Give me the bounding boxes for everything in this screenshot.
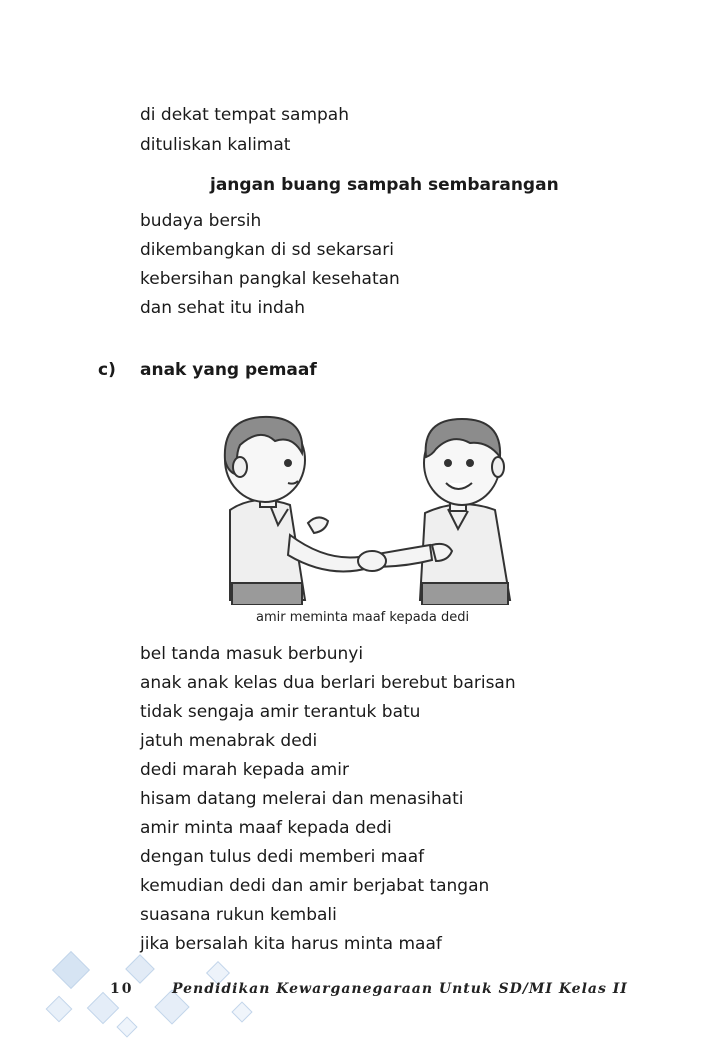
text-line-middle-3: kebersihan pangkal kesehatan: [140, 269, 400, 289]
story-line-5: dedi marah kepada amir: [140, 760, 349, 780]
story-line-3: tidak sengaja amir terantuk batu: [140, 702, 421, 722]
text-line-top-2: dituliskan kalimat: [140, 135, 291, 155]
story-line-7: amir minta maaf kepada dedi: [140, 818, 392, 838]
handshake-icon: [358, 551, 386, 571]
section-title: anak yang pemaaf: [140, 360, 317, 380]
handshake-illustration-icon: [200, 405, 540, 605]
story-line-11: jika bersalah kita harus minta maaf: [140, 934, 442, 954]
text-line-middle-1: budaya bersih: [140, 211, 262, 231]
text-line-top-1: di dekat tempat sampah: [140, 105, 349, 125]
left-boy-figure: [225, 417, 372, 605]
section-marker: c): [98, 360, 116, 380]
page-number: 10: [110, 981, 134, 997]
story-line-9: kemudian dedi dan amir berjabat tangan: [140, 876, 490, 896]
footer-book-title: Pendidikan Kewarganegaraan Untuk SD/MI Kelas II: [172, 981, 628, 997]
text-line-middle-2: dikembangkan di sd sekarsari: [140, 240, 394, 260]
emphasis-sentence: jangan buang sampah sembarangan: [210, 175, 559, 195]
text-line-middle-4: dan sehat itu indah: [140, 298, 306, 318]
story-line-8: dengan tulus dedi memberi maaf: [140, 847, 425, 867]
story-line-2: anak anak kelas dua berlari berebut barisan: [140, 673, 516, 693]
story-line-1: bel tanda masuk berbunyi: [140, 644, 364, 664]
illustration-caption: amir meminta maaf kepada dedi: [256, 610, 470, 625]
story-line-4: jatuh menabrak dedi: [140, 731, 318, 751]
story-line-6: hisam datang melerai dan menasihati: [140, 789, 464, 809]
story-line-10: suasana rukun kembali: [140, 905, 337, 925]
right-boy-figure: [372, 419, 510, 605]
